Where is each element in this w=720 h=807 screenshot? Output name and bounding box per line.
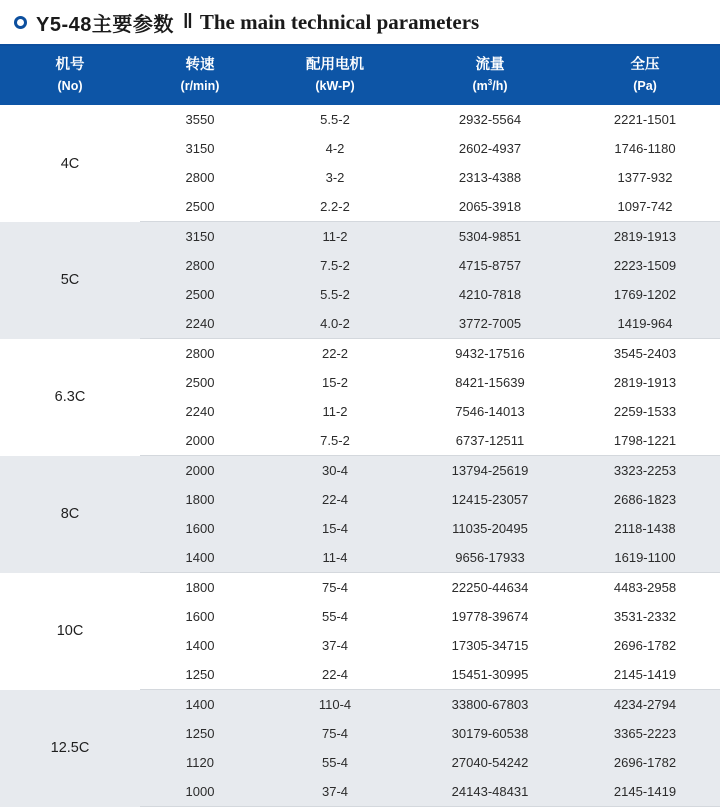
cell-speed: 3550: [140, 105, 260, 134]
cell-motor: 4-2: [260, 134, 410, 163]
title-separator: ‖: [182, 10, 191, 33]
cell-motor: 11-2: [260, 222, 410, 252]
cell-pressure: 2686-1823: [570, 485, 720, 514]
cell-pressure: 2118-1438: [570, 514, 720, 543]
cell-speed: 1400: [140, 543, 260, 573]
column-header-model: [0, 46, 140, 105]
column-header-pressure: [570, 46, 720, 105]
cell-flow: 13794-25619: [410, 456, 570, 486]
cell-speed: 1600: [140, 514, 260, 543]
cell-pressure: 2145-1419: [570, 777, 720, 807]
cell-flow: 8421-15639: [410, 368, 570, 397]
column-header-pressure-unit: (Pa): [633, 79, 657, 94]
column-header-model-label: 机号: [55, 57, 85, 74]
cell-speed: 1400: [140, 631, 260, 660]
cell-model: 4C: [0, 105, 140, 222]
page-title-cn: Y5-48主要参数: [36, 13, 174, 36]
cell-flow: 19778-39674: [410, 602, 570, 631]
cell-pressure: 1619-1100: [570, 543, 720, 573]
cell-flow: 2602-4937: [410, 134, 570, 163]
cell-model: 12.5C: [0, 690, 140, 807]
cell-speed: 2800: [140, 251, 260, 280]
cell-flow: 2932-5564: [410, 105, 570, 134]
cell-model: 6.3C: [0, 339, 140, 456]
cell-pressure: 3323-2253: [570, 456, 720, 486]
table-row: [0, 339, 720, 369]
column-header-motor: [260, 46, 410, 105]
cell-pressure: 2223-1509: [570, 251, 720, 280]
cell-flow: 11035-20495: [410, 514, 570, 543]
cell-speed: 2800: [140, 339, 260, 369]
column-header-speed-unit: (r/min): [180, 79, 220, 94]
cell-flow: 22250-44634: [410, 573, 570, 603]
cell-motor: 37-4: [260, 631, 410, 660]
cell-motor: 2.2-2: [260, 192, 410, 222]
cell-flow: 5304-9851: [410, 222, 570, 252]
cell-speed: 1800: [140, 485, 260, 514]
cell-pressure: 2696-1782: [570, 748, 720, 777]
cell-pressure: 2819-1913: [570, 368, 720, 397]
cell-pressure: 4234-2794: [570, 690, 720, 720]
column-header-flow-unit: [410, 77, 570, 95]
table-body: [0, 105, 720, 807]
cell-motor: 15-4: [260, 514, 410, 543]
cell-motor: 110-4: [260, 690, 410, 720]
cell-pressure: 2819-1913: [570, 222, 720, 252]
cell-motor: 22-2: [260, 339, 410, 369]
cell-speed: 2800: [140, 163, 260, 192]
flow-unit-sup: 3: [487, 78, 493, 88]
cell-motor: 55-4: [260, 602, 410, 631]
cell-flow: 9656-17933: [410, 543, 570, 573]
flow-unit-prefix: (m: [472, 79, 488, 94]
cell-pressure: 4483-2958: [570, 573, 720, 603]
cell-pressure: 3531-2332: [570, 602, 720, 631]
cell-flow: 30179-60538: [410, 719, 570, 748]
cell-speed: 1800: [140, 573, 260, 603]
column-header-model-unit: (No): [57, 79, 83, 94]
cell-motor: 5.5-2: [260, 105, 410, 134]
cell-pressure: 1377-932: [570, 163, 720, 192]
cell-pressure: 1769-1202: [570, 280, 720, 309]
cell-pressure: 1798-1221: [570, 426, 720, 456]
cell-flow: 12415-23057: [410, 485, 570, 514]
cell-flow: 7546-14013: [410, 397, 570, 426]
cell-motor: 3-2: [260, 163, 410, 192]
column-header-motor-label: 配用电机: [306, 57, 364, 74]
cell-speed: 2000: [140, 426, 260, 456]
page-title-en: The main technical parameters: [199, 9, 480, 34]
cell-speed: 2240: [140, 309, 260, 339]
cell-pressure: 3365-2223: [570, 719, 720, 748]
cell-pressure: 2221-1501: [570, 105, 720, 134]
cell-speed: 3150: [140, 222, 260, 252]
cell-pressure: 2259-1533: [570, 397, 720, 426]
column-header-pressure-label: 全压: [630, 57, 660, 74]
column-header-speed: [140, 46, 260, 105]
cell-flow: 24143-48431: [410, 777, 570, 807]
cell-flow: 9432-17516: [410, 339, 570, 369]
table-row: [0, 105, 720, 134]
cell-pressure: 1419-964: [570, 309, 720, 339]
cell-speed: 2000: [140, 456, 260, 486]
cell-speed: 1250: [140, 719, 260, 748]
cell-flow: 6737-12511: [410, 426, 570, 456]
cell-model: 8C: [0, 456, 140, 573]
cell-motor: 37-4: [260, 777, 410, 807]
table-row: [0, 573, 720, 603]
cell-flow: 33800-67803: [410, 690, 570, 720]
cell-pressure: 2145-1419: [570, 660, 720, 690]
cell-speed: 3150: [140, 134, 260, 163]
cell-motor: 11-4: [260, 543, 410, 573]
cell-motor: 15-2: [260, 368, 410, 397]
cell-flow: 4715-8757: [410, 251, 570, 280]
cell-motor: 11-2: [260, 397, 410, 426]
column-header-flow: [410, 46, 570, 105]
column-header-flow-label: 流量: [475, 57, 505, 73]
cell-motor: 4.0-2: [260, 309, 410, 339]
cell-motor: 30-4: [260, 456, 410, 486]
cell-motor: 75-4: [260, 573, 410, 603]
cell-model: 10C: [0, 573, 140, 690]
cell-speed: 2500: [140, 280, 260, 309]
cell-speed: 2240: [140, 397, 260, 426]
technical-parameters-table: [0, 46, 720, 807]
table-row: [0, 222, 720, 252]
cell-flow: 27040-54242: [410, 748, 570, 777]
cell-flow: 3772-7005: [410, 309, 570, 339]
cell-flow: 2065-3918: [410, 192, 570, 222]
cell-motor: 22-4: [260, 660, 410, 690]
column-header-motor-unit: (kW-P): [315, 79, 355, 94]
cell-speed: 2500: [140, 192, 260, 222]
cell-motor: 7.5-2: [260, 251, 410, 280]
cell-speed: 2500: [140, 368, 260, 397]
cell-pressure: 1097-742: [570, 192, 720, 222]
table-header: [0, 46, 720, 105]
column-header-speed-label: 转速: [185, 57, 215, 74]
cell-motor: 75-4: [260, 719, 410, 748]
cell-speed: 1120: [140, 748, 260, 777]
cell-motor: 5.5-2: [260, 280, 410, 309]
cell-speed: 1000: [140, 777, 260, 807]
cell-model: 5C: [0, 222, 140, 339]
cell-pressure: 2696-1782: [570, 631, 720, 660]
flow-unit-suffix: /h): [492, 79, 508, 94]
cell-pressure: 3545-2403: [570, 339, 720, 369]
cell-speed: 1250: [140, 660, 260, 690]
cell-motor: 7.5-2: [260, 426, 410, 456]
page-title-bar: [0, 0, 720, 46]
cell-pressure: 1746-1180: [570, 134, 720, 163]
table-header-row: [0, 46, 720, 105]
cell-speed: 1600: [140, 602, 260, 631]
cell-flow: 4210-7818: [410, 280, 570, 309]
cell-flow: 17305-34715: [410, 631, 570, 660]
cell-speed: 1400: [140, 690, 260, 720]
cell-motor: 55-4: [260, 748, 410, 777]
circle-bullet-icon: [14, 16, 27, 29]
cell-flow: 15451-30995: [410, 660, 570, 690]
table-row: [0, 690, 720, 720]
cell-flow: 2313-4388: [410, 163, 570, 192]
cell-motor: 22-4: [260, 485, 410, 514]
table-row: [0, 456, 720, 486]
